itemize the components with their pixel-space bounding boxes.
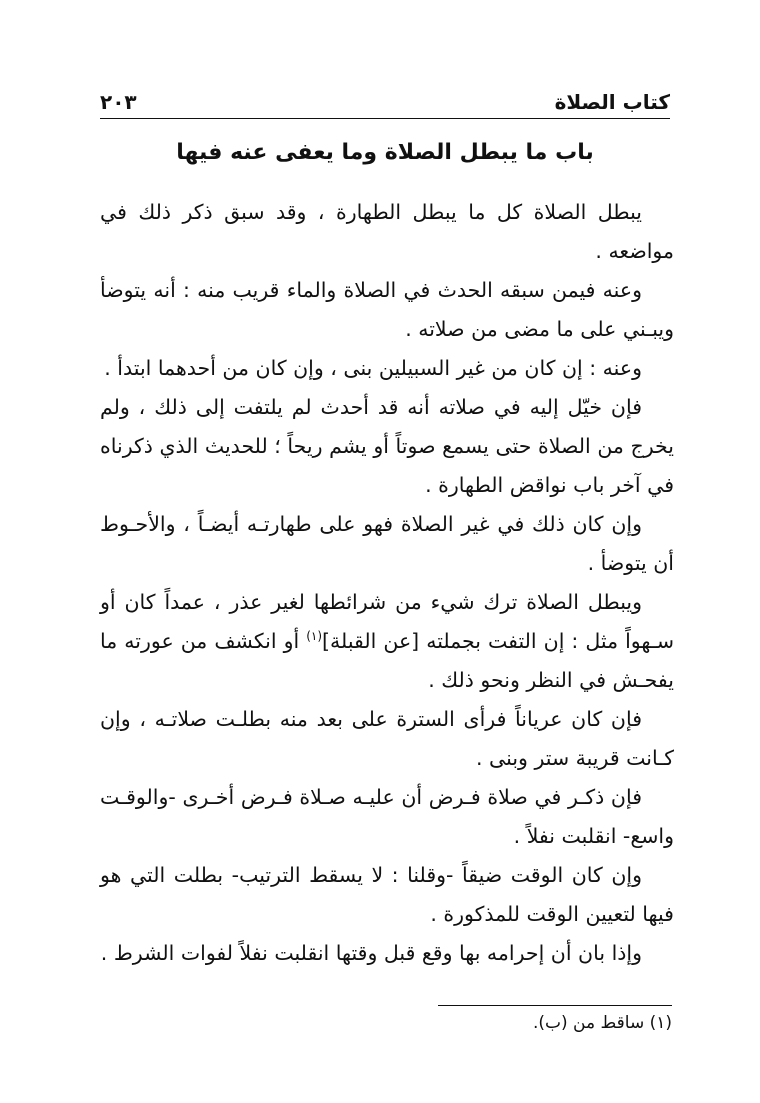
paragraph-5: وإن كان ذلك في غير الصلاة فهو على طهارتـه أيضـاً ، والأحـوط أن يتوضأ .: [100, 512, 674, 575]
footnote-separator: [438, 1005, 672, 1006]
paragraph-6: [100, 583, 674, 700]
page-number: ٢٠٣: [100, 90, 137, 114]
paragraph-2: وعنه فيمن سبقه الحدث في الصلاة والماء قريب منه : أنه يتوضأ ويبـني على ما مضى من صلاته .: [100, 278, 674, 341]
paragraph-7: فإن كان عرياناً فرأى السترة على بعد منه بطلـت صلاتـه ، وإن كـانت قريبة ستر وبنى .: [100, 707, 674, 770]
paragraph-9: وإن كان الوقت ضيقاً -وقلنا : لا يسقط الترتيب- بطلت التي هو فيها لتعيين الوقت للمذكورة .: [100, 863, 674, 926]
paragraph-6-text-start: ويبطل الصلاة ترك شيء من شرائطها لغير عذر ، عمداً كان أو سـهواً مثل : إن التفت بجملته [عن القبلة]: [100, 590, 675, 653]
running-title: كتاب الصلاة: [554, 90, 670, 114]
body-text: [100, 193, 674, 973]
footnote-1: (١) ساقط من (ب).: [532, 1013, 672, 1033]
paragraph-1: يبطل الصلاة كل ما يبطل الطهارة ، وقد سبق ذكر ذلك في مواضعه .: [100, 200, 674, 263]
paragraph-10: وإذا بان أن إحرامه بها وقع قبل وقتها انقلبت نفلاً لفوات الشرط .: [100, 941, 642, 965]
paragraph-6-text-end: أو انكشف من عورته ما يفحـش في النظر ونحو ذلك .: [100, 629, 674, 692]
chapter-heading: باب ما يبطل الصلاة وما يعفى عنه فيها: [176, 140, 594, 165]
paragraph-3: وعنه : إن كان من غير السبيلين بنى ، وإن كان من أحدهما ابتدأ .: [104, 356, 642, 380]
paragraph-4: فإن خيّل إليه في صلاته أنه قد أحدث لم يلتفت إلى ذلك ، ولم يخرج من الصلاة حتى يسمع صوتاً أو يشم ريحاً ؛ للحديث الذي ذكرناه في آخر باب نواقض الطهارة .: [100, 395, 674, 497]
paragraph-8: فإن ذكـر في صلاة فـرض أن عليـه صـلاة فـرض أخـرى -والوقـت واسع- انقلبت نفلاً .: [100, 785, 674, 848]
footnote-reference-1[interactable]: (١): [306, 629, 323, 644]
running-header: [100, 88, 670, 119]
